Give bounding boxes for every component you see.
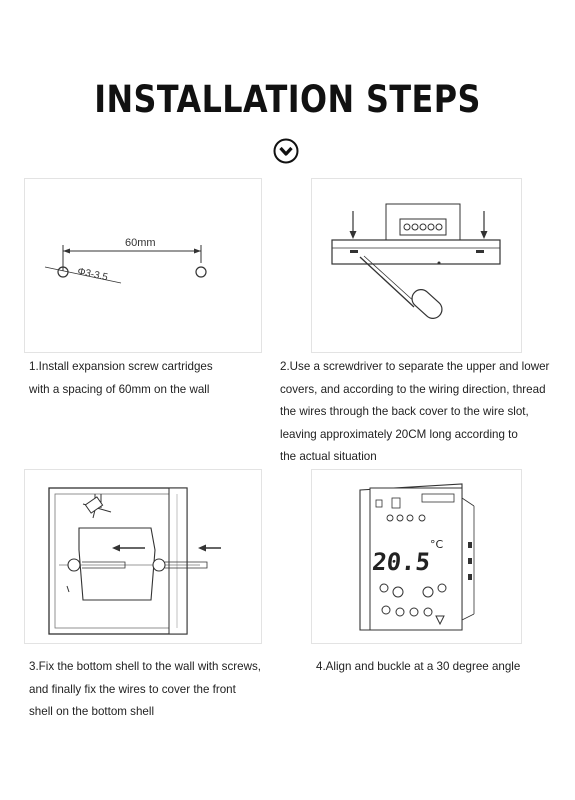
caption-line: 1.Install expansion screw cartridges [29, 360, 213, 373]
caption-line: 2.Use a screwdriver to separate the upper and lower [280, 360, 550, 373]
caption-line: 4.Align and buckle at a 30 degree angle [316, 660, 521, 673]
caption-line: 3.Fix the bottom shell to the wall with screws, [29, 660, 261, 673]
caption-line: leaving approximately 20CM long according to [280, 427, 518, 441]
step-2-caption [280, 356, 549, 469]
step-3-caption [29, 656, 261, 724]
step-1-figure [24, 178, 262, 353]
page-title: INSTALLATION STEPS [94, 78, 481, 121]
hole-diameter-label: Φ3-3.5 [76, 266, 109, 284]
caption-line: with a spacing of 60mm on the wall [29, 382, 210, 396]
step-4-figure [311, 469, 522, 644]
step-3-figure [24, 469, 262, 644]
dimension-label: 60mm [125, 237, 156, 249]
screw-right [153, 559, 165, 571]
screwdriver-icon [360, 256, 446, 322]
caption-line: covers, and according to the wiring direction, thread [280, 382, 546, 396]
step-4-caption [316, 656, 520, 679]
caption-line: the wires through the back cover to the wire slot, [280, 405, 529, 418]
step-2-figure [311, 178, 522, 353]
screw-hole-right [196, 267, 206, 277]
caption-line: shell on the bottom shell [29, 705, 155, 718]
temperature-display: 20.5 [370, 548, 432, 576]
step-1-caption [29, 356, 213, 401]
temperature-unit: °C [430, 538, 444, 551]
caption-line: the actual situation [280, 450, 377, 463]
caption-line: and finally fix the wires to cover the front [29, 682, 236, 696]
screw-left [68, 559, 80, 571]
chevron-down-icon [273, 138, 299, 164]
